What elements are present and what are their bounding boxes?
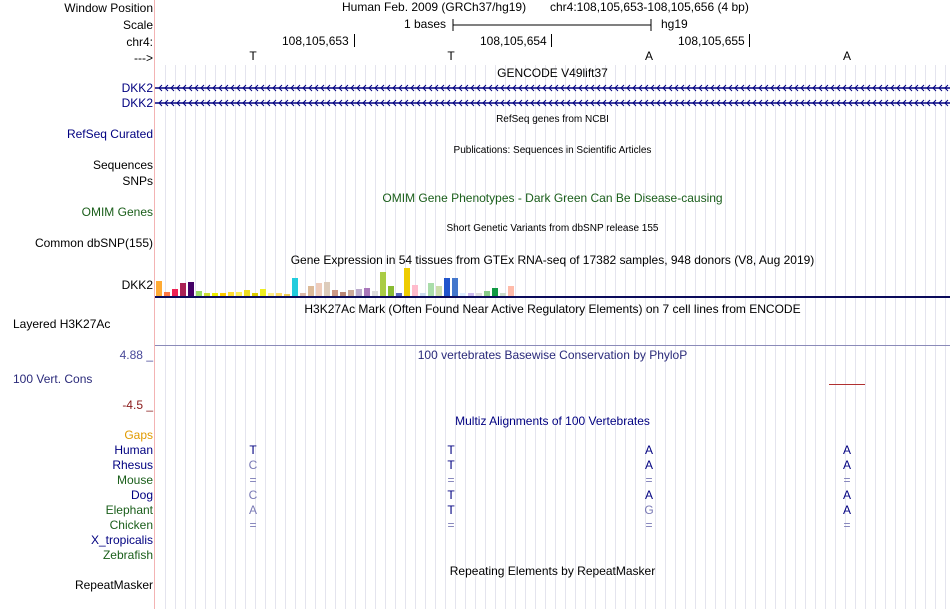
alignment-base: T: [447, 443, 455, 457]
gencode-gene-label[interactable]: DKK2: [121, 96, 153, 110]
gtex-tissue-bar: [396, 293, 402, 296]
scale-label: Scale: [122, 18, 153, 32]
alignment-base: =: [645, 473, 653, 487]
gtex-tissue-bar: [356, 289, 362, 296]
publications-track-title[interactable]: Publications: Sequences in Scientific Articles: [453, 145, 652, 156]
omim-track-title[interactable]: OMIM Gene Phenotypes - Dark Green Can Be Disease-causing: [382, 191, 723, 205]
gtex-tissue-bar: [484, 291, 490, 296]
alignment-base: =: [447, 518, 455, 532]
species-label-rhesus[interactable]: Rhesus: [112, 458, 153, 472]
gencode-gene-model[interactable]: [155, 82, 950, 94]
strand-label: --->: [134, 51, 153, 65]
species-label-dog[interactable]: Dog: [130, 488, 153, 502]
gtex-tissue-bar: [372, 291, 378, 296]
alignment-base: T: [249, 443, 257, 457]
window-position-label: Window Position: [64, 1, 153, 15]
gtex-tissue-bar: [292, 278, 298, 296]
gtex-tissue-bar: [156, 281, 162, 296]
gtex-tissue-bar: [412, 285, 418, 296]
snps-group-label[interactable]: SNPs: [122, 174, 153, 188]
alignment-base: A: [842, 503, 851, 517]
alignment-base: G: [644, 503, 654, 517]
alignment-base: A: [842, 458, 851, 472]
alignment-base: C: [248, 488, 258, 502]
gtex-tissue-bar: [388, 286, 394, 296]
coordinate-label-3: 108,105,655: [678, 34, 745, 48]
gtex-tissue-bar: [308, 286, 314, 296]
refseq-track-label[interactable]: RefSeq Curated: [66, 127, 153, 141]
gtex-tissue-bar: [340, 292, 346, 296]
gtex-tissue-bar: [204, 293, 210, 296]
species-label-zebrafish[interactable]: Zebrafish: [102, 548, 153, 562]
gtex-tissue-bar: [324, 282, 330, 296]
gtex-tissue-bar: [276, 293, 282, 296]
alignment-base: A: [842, 443, 851, 457]
gencode-track-title[interactable]: GENCODE V49lift37: [497, 66, 608, 80]
cons-max-label: 4.88 _: [119, 348, 153, 362]
gtex-tissue-bar: [452, 278, 458, 296]
alignment-base: T: [447, 458, 455, 472]
position-text: chr4:108,105,653-108,105,656 (4 bp): [550, 0, 749, 14]
alignment-base: =: [447, 473, 455, 487]
alignment-base: C: [248, 458, 258, 472]
gtex-tissue-bar: [212, 293, 218, 296]
gaps-label[interactable]: Gaps: [124, 428, 153, 442]
gtex-tissue-bar: [284, 294, 290, 296]
gtex-tissue-bar: [252, 293, 258, 296]
gtex-baseline: [155, 296, 950, 298]
coordinate-label-1: 108,105,653: [282, 34, 349, 48]
species-label-chicken[interactable]: Chicken: [109, 518, 153, 532]
gtex-tissue-bar: [468, 293, 474, 296]
gtex-tissue-bar: [220, 293, 226, 296]
gtex-tissue-bar: [316, 283, 322, 296]
chrom-label: chr4:: [126, 35, 153, 49]
gtex-tissue-bar: [460, 293, 466, 296]
ref-base: A: [842, 49, 851, 63]
refseq-track-title[interactable]: RefSeq genes from NCBI: [496, 114, 609, 125]
gencode-gene-label[interactable]: DKK2: [121, 81, 153, 95]
gtex-track-title[interactable]: Gene Expression in 54 tissues from GTEx RNA-seq of 17382 samples, 948 donors (V8, Aug 2019): [290, 253, 815, 267]
gtex-tissue-bar: [172, 289, 178, 296]
repeatmasker-track-title[interactable]: Repeating Elements by RepeatMasker: [449, 564, 656, 578]
dbsnp-track-title[interactable]: Short Genetic Variants from dbSNP release 155: [446, 223, 659, 234]
species-label-elephant[interactable]: Elephant: [105, 503, 153, 517]
gtex-tissue-bar: [420, 293, 426, 296]
alignment-base: A: [644, 443, 653, 457]
gtex-tissue-bar: [500, 293, 506, 296]
gtex-tissue-bar: [188, 282, 194, 296]
alignment-base: A: [644, 458, 653, 472]
gtex-tissue-bar: [196, 291, 202, 296]
coordinate-label-2: 108,105,654: [480, 34, 547, 48]
h3k27ac-track-label[interactable]: Layered H3K27Ac: [13, 317, 111, 331]
alignment-base: =: [249, 473, 257, 487]
alignment-base: =: [843, 518, 851, 532]
alignment-base: A: [644, 488, 653, 502]
cons-negative-signal: [829, 384, 865, 385]
gtex-tissue-bar: [404, 268, 410, 296]
alignment-base: =: [249, 518, 257, 532]
gtex-gene-label[interactable]: DKK2: [121, 278, 153, 292]
publications-track-label[interactable]: Sequences: [92, 158, 153, 172]
scale-db: hg19: [661, 17, 688, 31]
ref-base: A: [644, 49, 653, 63]
scale-bar: [452, 17, 654, 33]
alignment-base: T: [447, 488, 455, 502]
gtex-tissue-bar: [476, 293, 482, 296]
gtex-tissue-bar: [364, 288, 370, 296]
gtex-tissue-bar: [260, 289, 266, 296]
gtex-tissue-bar: [332, 290, 338, 296]
cons-track-title[interactable]: 100 vertebrates Basewise Conservation by PhyloP: [417, 348, 688, 362]
gencode-gene-model[interactable]: [155, 97, 950, 109]
multiz-track-title[interactable]: Multiz Alignments of 100 Vertebrates: [455, 414, 650, 428]
gtex-tissue-bar: [348, 290, 354, 296]
cons-zero-line: [155, 345, 950, 346]
h3k27ac-track-title[interactable]: H3K27Ac Mark (Often Found Near Active Regulatory Elements) on 7 cell lines from ENCODE: [304, 302, 801, 316]
gtex-tissue-bar: [236, 292, 242, 296]
gtex-tissue-bar: [436, 286, 442, 296]
cons-min-label: -4.5 _: [122, 398, 153, 412]
alignment-base: =: [843, 473, 851, 487]
ref-base: T: [447, 49, 455, 63]
gtex-tissue-bar: [508, 286, 514, 296]
gtex-tissue-bar: [164, 292, 170, 296]
gtex-tissue-bar: [444, 278, 450, 296]
ref-base: T: [249, 49, 257, 63]
gtex-expression-bars[interactable]: [155, 268, 950, 299]
gtex-tissue-bar: [244, 290, 250, 296]
alignment-base: A: [248, 503, 257, 517]
gtex-tissue-bar: [380, 272, 386, 296]
coordinate-tick-3: [749, 34, 750, 47]
coordinate-tick-1: [354, 34, 355, 47]
species-label-human[interactable]: Human: [114, 443, 153, 457]
species-label-mouse[interactable]: Mouse: [116, 473, 153, 487]
dbsnp-track-label[interactable]: Common dbSNP(155): [34, 236, 153, 250]
cons-track-label[interactable]: 100 Vert. Cons: [13, 372, 93, 386]
assembly-text: Human Feb. 2009 (GRCh37/hg19): [342, 0, 527, 14]
gtex-tissue-bar: [228, 292, 234, 296]
scale-text: 1 bases: [404, 17, 447, 31]
coordinate-tick-2: [551, 34, 552, 47]
gtex-tissue-bar: [300, 293, 306, 296]
gtex-tissue-bar: [428, 283, 434, 296]
gtex-tissue-bar: [268, 293, 274, 296]
gtex-tissue-bar: [492, 288, 498, 296]
repeatmasker-track-label[interactable]: RepeatMasker: [74, 578, 153, 592]
species-label-x_tropicalis[interactable]: X_tropicalis: [90, 533, 153, 547]
omim-track-label[interactable]: OMIM Genes: [81, 205, 153, 219]
alignment-base: A: [842, 488, 851, 502]
alignment-base: =: [645, 518, 653, 532]
alignment-base: T: [447, 503, 455, 517]
gtex-tissue-bar: [180, 283, 186, 296]
